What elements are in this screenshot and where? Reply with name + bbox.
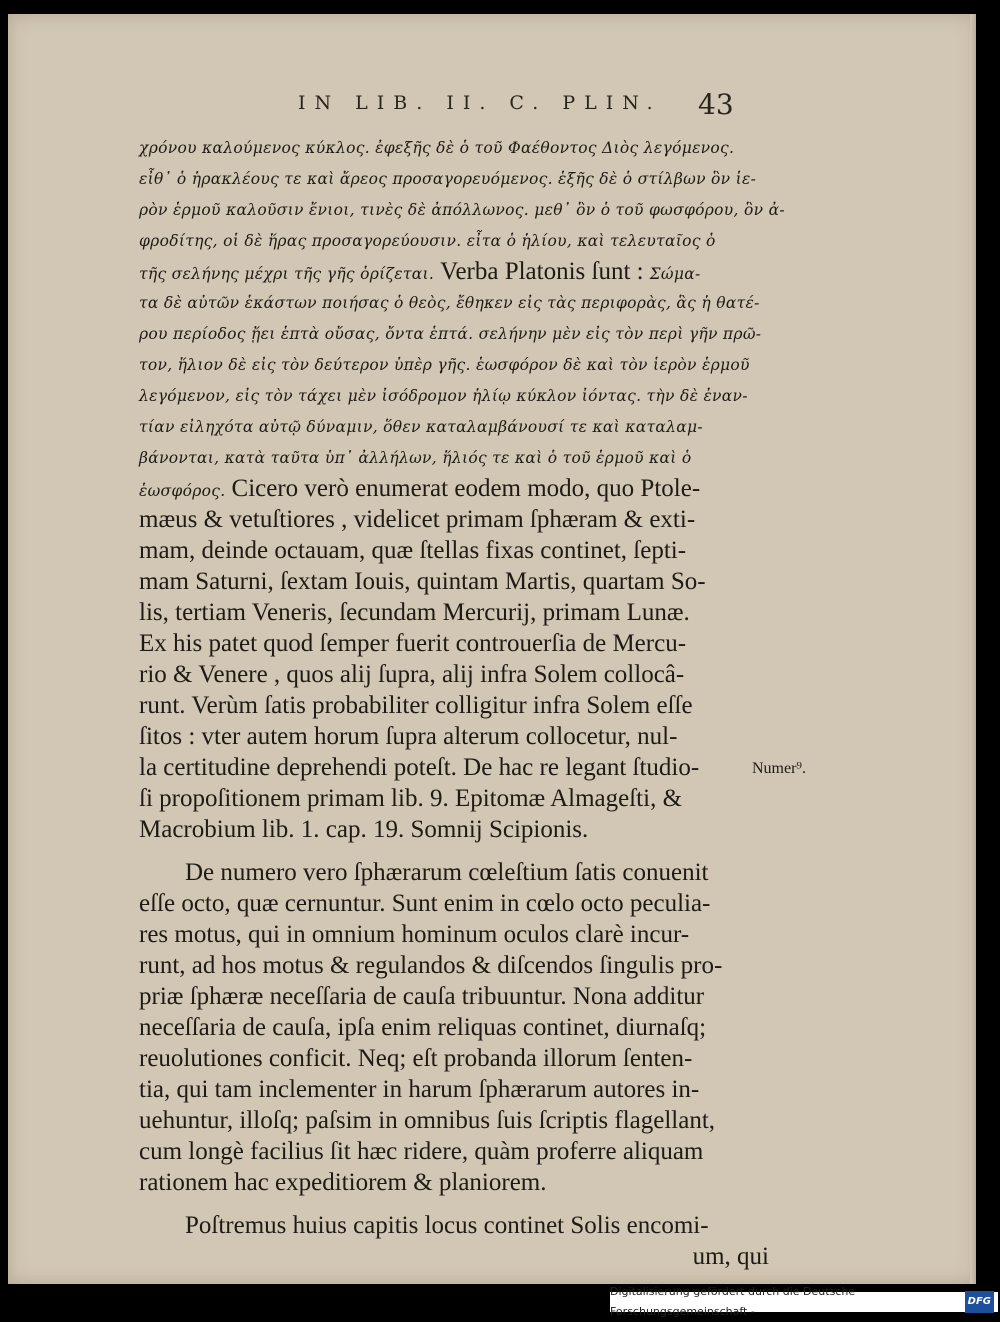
latin-text: runt, ad hos motus & regulandos & diſcendos ſingulis pro- [139,952,723,979]
latin-text: mam, deinde octauam, quæ ſtellas fixas continet, ſepti- [139,537,687,564]
text-line [139,256,769,287]
footer-credit [610,1285,998,1318]
text-line [139,814,769,845]
footer-text: Digitalisierung gefördert durch die Deutsche Forschungsgemeinschaft - [610,1285,856,1318]
text-line [139,318,769,349]
latin-text: mæus & vetuſtiores , videlicet primam ſphæram & exti- [139,506,696,533]
latin-text: Verba Platonis ſunt : [440,258,644,285]
text-line [139,888,769,919]
latin-text: runt. Verùm ſatis probabiliter colligitur infra Solem eſſe [139,692,693,719]
latin-text: Cicero verò enumerat eodem modo, quo Ptole- [231,475,701,502]
text-line [139,473,769,504]
paragraph-gap [139,1198,769,1210]
text-line [139,1136,769,1167]
greek-text: χρόνου καλούμενος κύκλος. ἐφεξῆς δὲ ὁ τοῦ Φαέθοντος Διὸς λεγόμενος. [139,139,735,157]
text-line [139,752,769,783]
latin-text: tia, qui tam inclementer in harum ſphærarum autores in- [139,1076,700,1103]
latin-text: Ex his patet quod ſemper fuerit controuerſia de Mercu- [139,630,687,657]
text-line [139,597,769,628]
text-line [139,442,769,473]
text-line [139,225,769,256]
text-line [139,783,769,814]
text-line [139,919,769,950]
page-header [8,88,976,122]
text-line [139,659,769,690]
latin-text: Macrobium lib. 1. cap. 19. Somnij Scipionis. [139,816,589,843]
text-line [139,132,769,163]
latin-text: rio & Venere , quos alij ſupra, alij infra Solem collocâ- [139,661,685,688]
latin-text: res motus, qui in omnium hominum oculos clarè incur- [139,921,690,948]
latin-text: mam Saturni, ſextam Iouis, quintam Martis, quartam So- [139,568,706,595]
latin-text: la certitudine deprehendi poteſt. De hac re legant ſtudio- [139,754,700,781]
text-line [139,1074,769,1105]
latin-text: lis, tertiam Veneris, ſecundam Mercurij, primam Lunæ. [139,599,690,626]
margin-note: Numer⁹. [752,760,807,777]
text-line [139,721,769,752]
greek-text: Σώμα- [649,265,701,283]
latin-text: ſi propoſitionem primam lib. 9. Epitomæ Almageſti, & [139,785,683,812]
text-line [139,1167,769,1198]
text-line [139,1105,769,1136]
greek-text: τα δὲ αὐτῶν ἑκάστων ποιήσας ὁ θεὸς, ἔθηκεν εἰς τὰς περιφορὰς, ἃς ἡ θατέ- [139,294,760,312]
text-line [139,504,769,535]
text-line [139,857,769,888]
greek-text: βάνονται, κατὰ ταῦτα ὑπ᾽ ἀλλήλων, ἥλιός τε καὶ ὁ τοῦ ἑρμοῦ καὶ ὁ [139,449,692,467]
running-head: IN LIB. II. C. PLIN. [298,92,662,114]
text-line [139,411,769,442]
text-line [139,1012,769,1043]
latin-text: cum longè facilius ſit hæc ridere, quàm proferre aliquam [139,1138,704,1165]
latin-text: ſitos : vter autem horum ſupra alterum collocetur, nul- [139,723,678,750]
text-line [139,287,769,318]
dfg-logo: DFG [965,1291,994,1313]
text-line [139,163,769,194]
latin-text: um, qui [692,1243,769,1270]
text-line [139,981,769,1012]
latin-text: reuolutiones conficit. Neq; eſt probanda illorum ſenten- [139,1045,693,1072]
greek-text: ἑωσφόρος. [139,482,226,500]
latin-text: neceſſaria de cauſa, ipſa enim reliquas continet, diurnaſq; [139,1014,707,1041]
greek-text: λεγόμενον, εἰς τὸν τάχει μὲν ἰσόδρομον ἡλίῳ κύκλον ἰόντας. τὴν δὲ ἐναν- [139,387,748,405]
latin-text: uehuntur, illoſq; paſsim in omnibus ſuis ſcriptis flagellant, [139,1107,716,1134]
greek-text: ρου περίοδος ᾔει ἑπτὰ οὔσας, ὄντα ἑπτά. σελήνην μὲν εἰς τὸν περὶ γῆν πρῶ- [139,325,762,343]
text-line [139,628,769,659]
text-line [139,1043,769,1074]
paragraph-gap [139,845,769,857]
text-line [139,1210,769,1241]
text-line [139,950,769,981]
page-number: 43 [698,88,734,121]
text-line [139,690,769,721]
text-line [139,349,769,380]
book-page [8,14,976,1284]
latin-text: De numero vero ſphærarum cœleſtium ſatis conuenit [185,859,709,886]
greek-text: εἶθ᾽ ὁ ἡρακλέους τε καὶ ἄρεος προσαγορευόμενος. ἑξῆς δὲ ὁ στίλβων ὃν ἱε- [139,170,757,188]
latin-text: rationem hac expeditiorem & planiorem. [139,1169,547,1196]
text-line [139,566,769,597]
greek-text: τον, ἥλιον δὲ εἰς τὸν δεύτερον ὑπὲρ γῆς. ἑωσφόρον δὲ καὶ τὸν ἱερὸν ἑρμοῦ [139,356,750,374]
text-line [139,380,769,411]
latin-text: eſſe octo, quæ cernuntur. Sunt enim in cœlo octo peculia- [139,890,711,917]
greek-text: τῆς σελήνης μέχρι τῆς γῆς ὁρίζεται. [139,265,435,283]
greek-text: τίαν εἰληχότα αὐτῷ δύναμιν, ὅθεν καταλαμβάνουσί τε καὶ καταλαμ- [139,418,703,436]
text-line [139,535,769,566]
latin-text: priæ ſphæræ neceſſaria de cauſa tribuuntur. Nona additur [139,983,705,1010]
text-line [139,1241,769,1272]
latin-text: Poſtremus huius capitis locus continet Solis encomi- [185,1212,709,1239]
greek-text: ρὸν ἑρμοῦ καλοῦσιν ἔνιοι, τινὲς δὲ ἀπόλλωνος. μεθ᾽ ὃν ὁ τοῦ φωσφόρου, ὃν ἀ- [139,201,785,219]
text-line [139,194,785,225]
greek-text: φροδίτης, οἱ δὲ ἥρας προσαγορεύουσιν. εἶτα ὁ ἡλίου, καὶ τελευταῖος ὁ [139,232,716,250]
